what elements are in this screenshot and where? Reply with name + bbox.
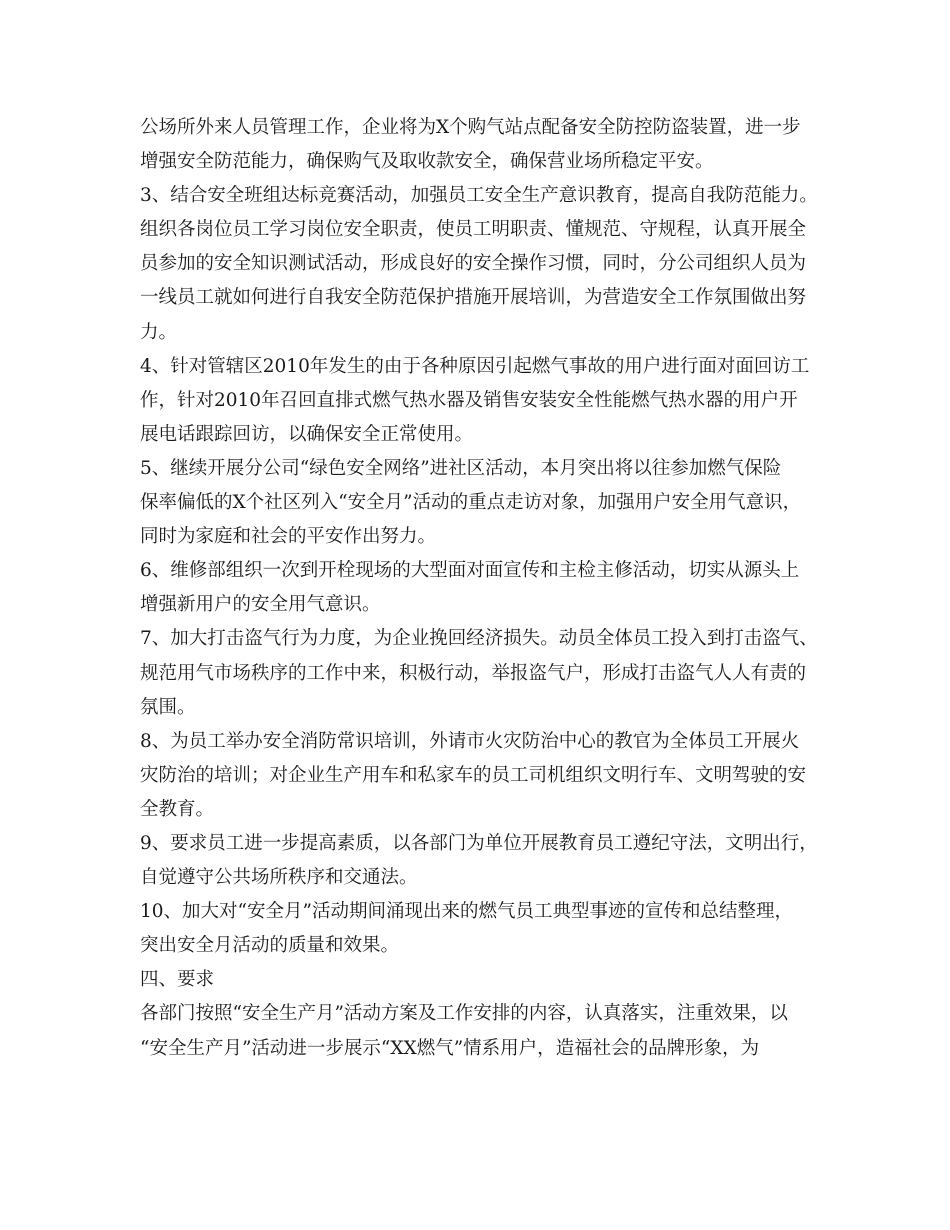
text-line: 灾防治的培训；对企业生产用车和私家车的员工司机组织文明行车、文明驾驶的安 — [140, 764, 807, 786]
text-line: 保率偏低的X个社区列入“安全月”活动的重点走访对象，加强用户安全用气意识， — [140, 492, 802, 514]
text-line: 公场所外来人员管理工作，企业将为X个购气站点配备安全防控防盗装置，进一步 — [140, 117, 801, 138]
text-line: 6、维修部组织一次到开栓现场的大型面对面宣传和主检主修活动，切实从源头上 — [140, 560, 800, 582]
text-line: 增强安全防范能力，确保购气及取收款安全，确保营业场所稳定平安。 — [140, 151, 714, 173]
text-line: 同时为家庭和社会的平安作出努力。 — [140, 526, 437, 548]
text-line: “安全生产月”活动进一步展示“XX燃气”情系用户，造福社会的品牌形象，为 — [140, 1037, 760, 1059]
text-line: 9、要求员工进一步提高素质，以各部门为单位开展教育员工遵纪守法，文明出行， — [140, 832, 818, 854]
text-line: 全教育。 — [140, 798, 215, 820]
text-line: 力。 — [140, 321, 178, 343]
text-line: 各部门按照“安全生产月”活动方案及工作安排的内容，认真落实，注重效果，以 — [140, 1003, 788, 1025]
text-line: 3、结合安全班组达标竞赛活动，加强员工安全生产意识教育，提高自我防范能力。 — [140, 185, 818, 207]
text-line: 员参加的安全知识测试活动，形成良好的安全操作习惯，同时，分公司组织人员为 — [140, 253, 807, 275]
text-line: 10、加大对“安全月”活动期间涌现出来的燃气员工典型事迹的宣传和总结整理， — [140, 901, 793, 923]
section-heading: 四、要求 — [140, 969, 215, 991]
text-line: 组织各岗位员工学习岗位安全职责，使员工明职责、懂规范、守规程，认真开展全 — [140, 219, 807, 241]
text-line: 氛围。 — [140, 696, 196, 718]
text-line: 自觉遵守公共场所秩序和交通法。 — [140, 867, 418, 889]
text-line: 规范用气市场秩序的工作中来，积极行动，举报盗气户，形成打击盗气人人有责的 — [140, 662, 807, 684]
text-line: 突出安全月活动的质量和效果。 — [140, 935, 400, 957]
text-line: 5、继续开展分公司“绿色安全网络”进社区活动，本月突出将以往参加燃气保险 — [140, 457, 782, 479]
text-line: 7、加大打击盗气行为力度，为企业挽回经济损失。动员全体员工投入到打击盗气、 — [140, 628, 818, 650]
text-line: 8、为员工举办安全消防常识培训，外请市火灾防治中心的教官为全体员工开展火 — [140, 730, 800, 752]
text-line: 4、针对管辖区2010年发生的由于各种原因引起燃气事故的用户进行面对面回访工 — [140, 355, 810, 377]
text-line: 增强新用户的安全用气意识。 — [140, 594, 381, 616]
text-line: 一线员工就如何进行自我安全防范保护措施开展培训，为营造安全工作氛围做出努 — [140, 287, 807, 309]
text-line: 展电话跟踪回访，以确保安全正常使用。 — [140, 423, 474, 445]
document-body — [140, 111, 830, 1066]
text-line: 作，针对2010年召回直排式燃气热水器及销售安装安全性能燃气热水器的用户开 — [140, 389, 798, 411]
